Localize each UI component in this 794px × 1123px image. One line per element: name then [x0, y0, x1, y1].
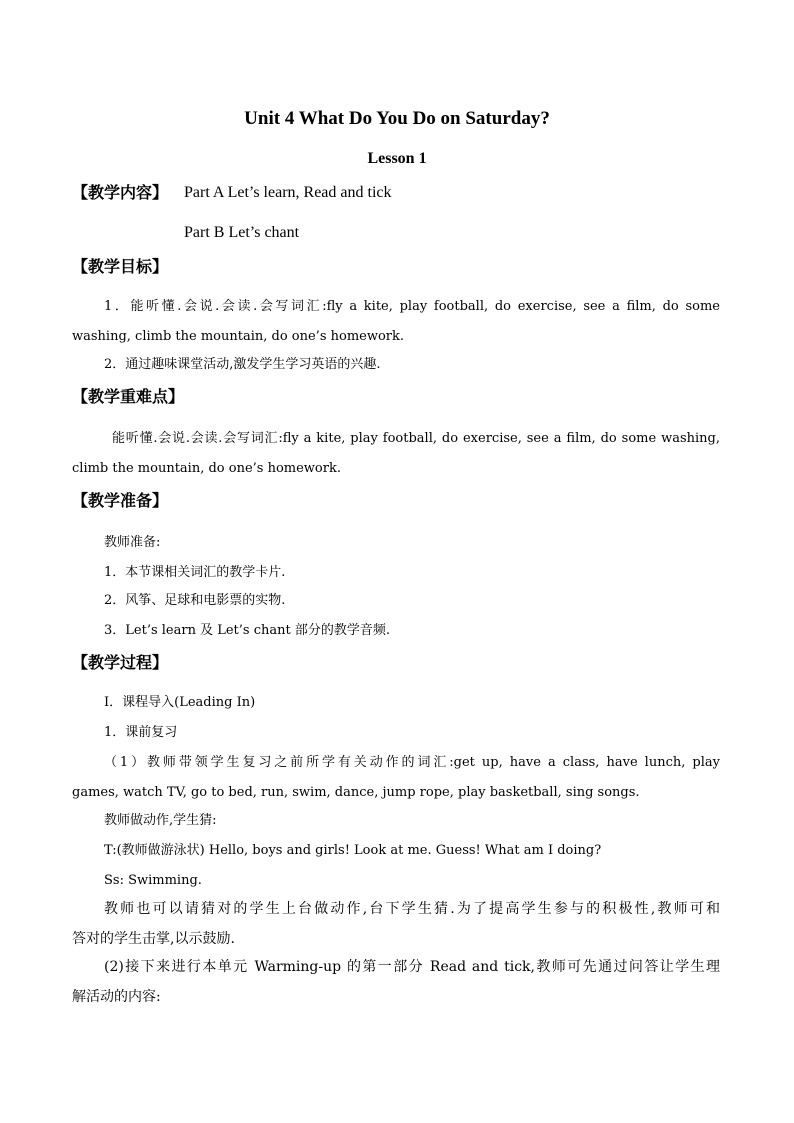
content-part-a: Part A Let’s learn, Read and tick	[184, 184, 392, 201]
process-p2: 教师做动作,学生猜:	[104, 813, 217, 828]
process-p1-line1: （1）教师带领学生复习之前所学有关动作的词汇:get up, have a class, have lunch, play	[104, 755, 720, 770]
preparation-item: 3．Let’s learn 及 Let’s chant 部分的教学音频.	[104, 623, 390, 638]
process-p1-line2: games, watch TV, go to bed, run, swim, dance, jump rope, play basketball, sing songs.	[72, 785, 640, 800]
process-p5-line2: 答对的学生击掌,以示鼓励.	[72, 931, 235, 947]
lesson-title: Lesson 1	[367, 150, 427, 167]
preparation-item: 2．风筝、足球和电影票的实物.	[104, 593, 286, 608]
objectives-item1-line1: 1．能听懂.会说.会读.会写词汇:fly a kite, play football, do exercise, see a film, do some	[104, 299, 720, 314]
key-points-heading: 【教学重难点】	[72, 387, 185, 406]
key-points-line1: 能听懂.会说.会读.会写词汇:fly a kite, play football, do exercise, see a film, do some washing,	[112, 431, 720, 446]
key-points-line2: climb the mountain, do one’s homework.	[72, 461, 341, 476]
objectives-item1-line2: washing, climb the mountain, do one’s homework.	[72, 329, 405, 344]
preparation-intro: 教师准备:	[104, 535, 161, 550]
content-heading: 【教学内容】	[72, 183, 169, 202]
process-p4: Ss: Swimming.	[104, 873, 202, 888]
process-p3: T:(教师做游泳状) Hello, boys and girls! Look at me. Guess! What am I doing?	[104, 843, 602, 858]
document-title: Unit 4 What Do You Do on Saturday?	[244, 108, 550, 129]
process-p5-line1: 教师也可以请猜对的学生上台做动作,台下学生猜.为了提高学生参与的积极性,教师可和	[104, 901, 720, 917]
objectives-heading: 【教学目标】	[72, 257, 169, 276]
process-step1: 1．课前复习	[104, 725, 178, 740]
process-heading: 【教学过程】	[72, 653, 169, 672]
preparation-heading: 【教学准备】	[72, 491, 169, 510]
objectives-item2: 2．通过趣味课堂活动,激发学生学习英语的兴趣.	[104, 357, 381, 372]
content-part-b: Part B Let’s chant	[184, 224, 300, 241]
process-p6-line2: 解活动的内容:	[72, 989, 161, 1005]
process-p6-line1: (2)接下来进行本单元 Warming-up 的第一部分 Read and tick,教师可先通过问答让学生理	[104, 959, 720, 975]
preparation-item: 1．本节课相关词汇的教学卡片.	[104, 565, 286, 580]
process-section1: Ⅰ．课程导入(Leading In)	[104, 695, 256, 710]
